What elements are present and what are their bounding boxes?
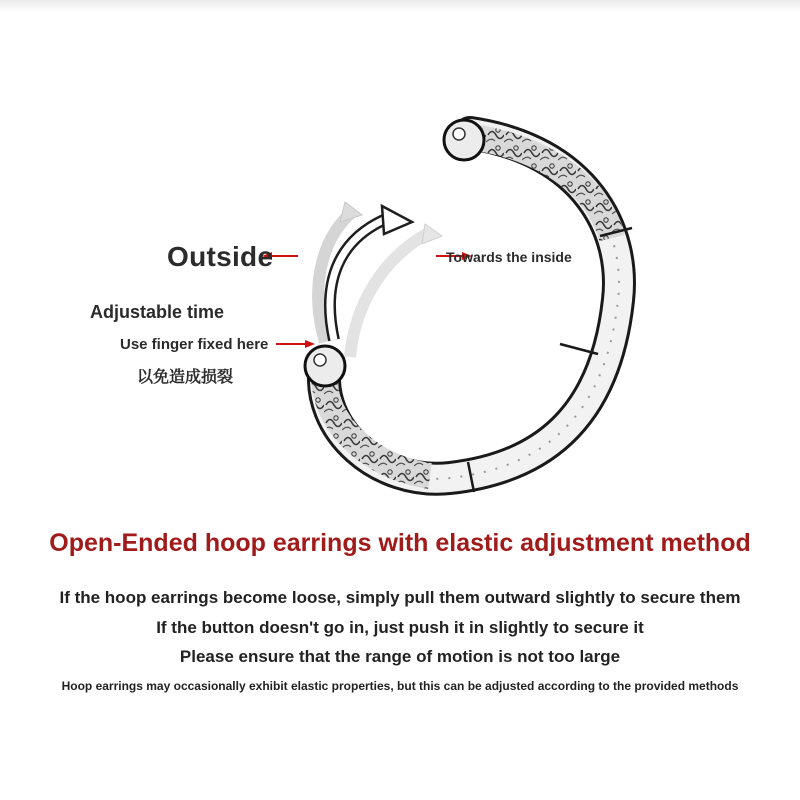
headline: Open-Ended hoop earrings with elastic adjustment method bbox=[49, 529, 751, 557]
label-towards-inside: Towards the inside bbox=[446, 249, 572, 265]
label-chinese-note: 以免造成损裂 bbox=[137, 367, 234, 386]
label-outside: Outside bbox=[167, 241, 274, 272]
footnote: Hoop earrings may occasionally exhibit elastic properties, but this can be adjusted according to the provided methods bbox=[61, 679, 739, 693]
hoop-earring bbox=[305, 120, 632, 492]
finger-arrow bbox=[276, 340, 315, 348]
label-adjustable-time: Adjustable time bbox=[90, 302, 225, 322]
label-finger-note: Use finger fixed here bbox=[120, 336, 269, 353]
instruction-line: If the button doesn't go in, just push it in slightly to secure it bbox=[156, 618, 644, 637]
instruction-line: If the hoop earrings become loose, simply pull them outward slightly to secure them bbox=[59, 588, 741, 607]
instruction-line: Please ensure that the range of motion is not too large bbox=[179, 647, 621, 666]
